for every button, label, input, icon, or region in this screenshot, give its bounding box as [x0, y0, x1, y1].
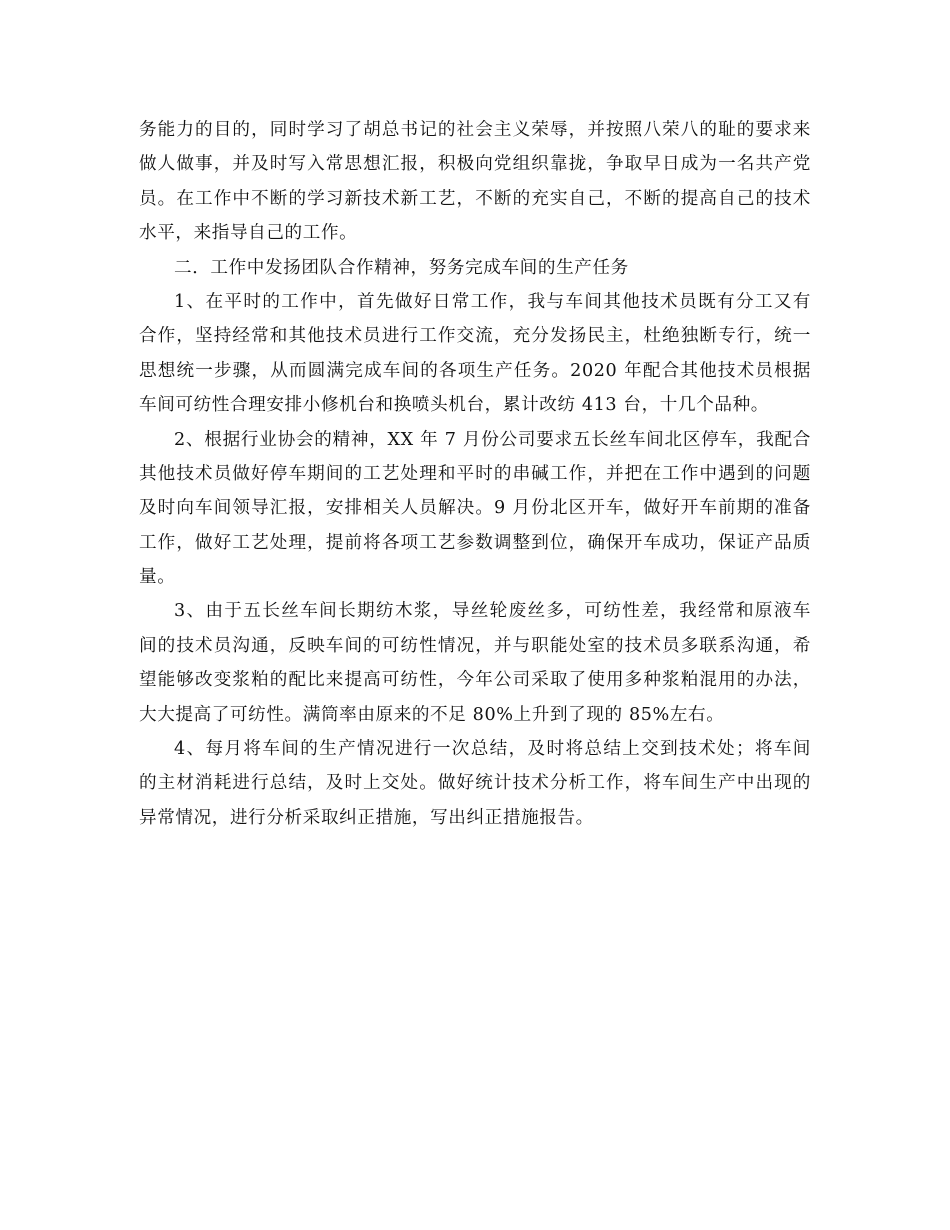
- text-line: 4、每月将车间的生产情况进行一次总结，及时将总结上交到技术处；将车间: [174, 739, 811, 760]
- text-line: 1、在平时的工作中，首先做好日常工作，我与车间其他技术员既有分工又有: [174, 291, 811, 312]
- text-line: 异常情况，进行分析采取纠正措施，写出纠正措施报告。: [139, 807, 594, 828]
- text-line: 车间可纺性合理安排小修机台和换喷头机台，累计改纺 413 台，十几个品种。: [139, 395, 769, 416]
- document-body: [139, 113, 811, 835]
- text-line: 员。在工作中不断的学习新技术新工艺，不断的充实自己，不断的提高自己的技术: [139, 188, 811, 209]
- text-line: 间的技术员沟通，反映车间的可纺性情况，并与职能处室的技术员多联系沟通，希: [139, 635, 811, 656]
- text-line: 做人做事，并及时写入常思想汇报，积极向党组织靠拢，争取早日成为一名共产党: [139, 154, 811, 175]
- text-line: 2、根据行业协会的精神，XX 年 7 月份公司要求五长丝车间北区停车，我配合: [174, 429, 811, 450]
- text-line: 二．工作中发扬团队合作精神，努务完成车间的生产任务: [174, 257, 629, 278]
- text-line: 务能力的目的，同时学习了胡总书记的社会主义荣辱，并按照八荣八的耻的要求来: [139, 120, 811, 140]
- text-line: 合作，坚持经常和其他技术员进行工作交流，充分发扬民主，杜绝独断专行，统一: [139, 326, 811, 347]
- text-line: 的主材消耗进行总结，及时上交处。做好统计技术分析工作，将车间生产中出现的: [139, 773, 811, 794]
- text-line: 思想统一步骤，从而圆满完成车间的各项生产任务。2020 年配合其他技术员根据: [139, 360, 811, 381]
- text-line: 量。: [139, 567, 176, 588]
- text-line: 及时向车间领导汇报，安排相关人员解决。9 月份北区开车，做好开车前期的准备: [139, 498, 811, 519]
- text-line: 工作，做好工艺处理，提前将各项工艺参数调整到位，确保开车成功，保证产品质: [139, 532, 811, 553]
- text-line: 水平，来指导自己的工作。: [139, 223, 358, 244]
- text-line: 望能够改变浆粕的配比来提高可纺性，今年公司采取了使用多种浆粕混用的办法，: [139, 670, 811, 691]
- text-line: 大大提高了可纺性。满筒率由原来的不足 80%上升到了现的 85%左右。: [139, 704, 725, 725]
- text-line: 3、由于五长丝车间长期纺木浆，导丝轮废丝多，可纺性差，我经常和原液车: [174, 601, 811, 622]
- text-line: 其他技术员做好停车期间的工艺处理和平时的串碱工作，并把在工作中遇到的问题: [139, 463, 811, 484]
